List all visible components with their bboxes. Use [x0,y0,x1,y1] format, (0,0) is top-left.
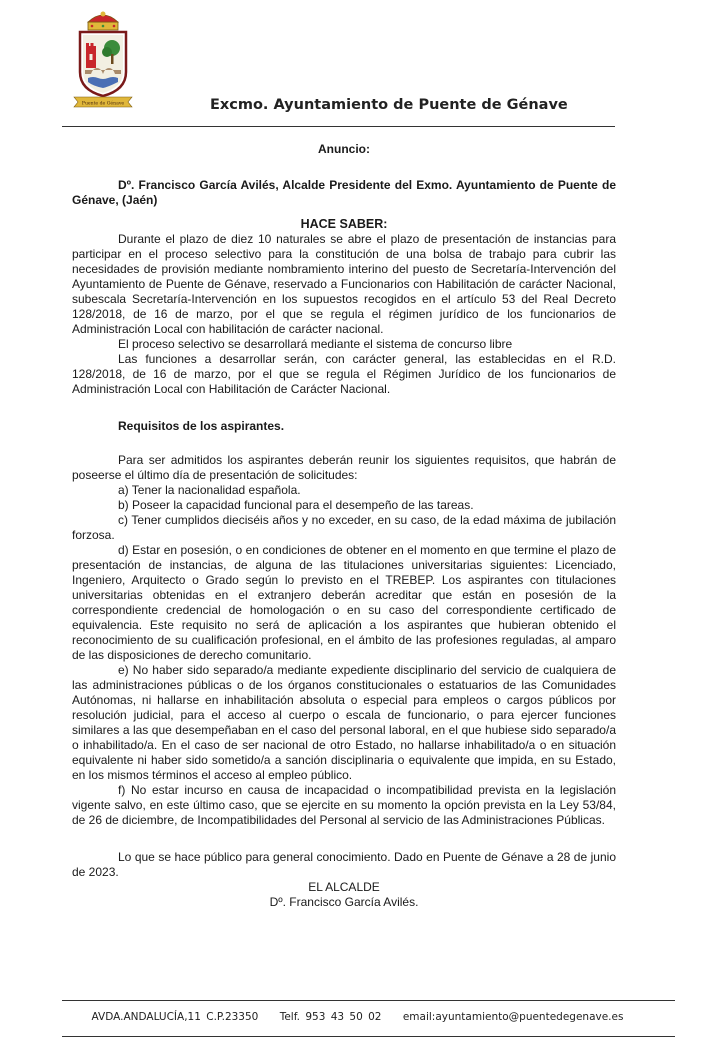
requirement-item: d) Estar en posesión, o en condiciones de obtener en el momento en que termine el plazo de presentación de instancias, de alguna de las titulaciones universitarias siguientes: Licenciado, Ingeniero, Arquitecto o Grado según lo previsto en el TREBEP. Los aspirantes con titulaciones universitarias obtenidas en el extranjero deberán acreditar que están en posesión de la correspondiente credencial de homologación o en su caso del correspondiente certificado de equivalencia. Este requisito no será de aplicación a los aspirantes que hubieran obtenido el reconocimiento de su cualificación profesional, en el ámbito de las profesiones reguladas, al amparo de las disposiciones de derecho comunitario. [72,543,616,662]
footer-phone: Telf. 953 43 50 02 [279,1011,382,1023]
organization-name: Excmo. Ayuntamiento de Puente de Génave [210,97,568,113]
requirement-item: a) Tener la nacionalidad española. [118,483,301,497]
signature-title: EL ALCALDE [308,880,380,894]
body-paragraph: Las funciones a desarrollar serán, con carácter general, las establecidas en el R.D. 128/2018, de 16 de marzo, por el que se regula el Régimen Jurídico de los funcionarios de Administración Local con Habilitación de Carácter Nacional. [72,352,616,396]
coat-of-arms-logo [72,10,134,110]
document-body [72,142,616,910]
body-paragraph: El proceso selectivo se desarrollará mediante el sistema de concurso libre [118,337,513,351]
closing-statement: Lo que se hace público para general conocimiento. Dado en Puente de Génave a 28 de junio de 2023. [72,850,616,879]
requirements-heading: Requisitos de los aspirantes. [118,419,285,433]
hace-saber-heading: HACE SABER: [300,217,388,231]
requirement-item: f) No estar incurso en causa de incapacidad o incompatibilidad prevista en la legislación vigente salvo, en este último caso, que se ejercite en su momento la opción prevista en la Ley 53/84, de 26 de diciembre, de Incompatibilidades del Personal al servicio de las Administraciones Públicas. [72,783,616,827]
requirement-item: b) Poseer la capacidad funcional para el desempeño de las tareas. [118,498,474,512]
footer-email: email:ayuntamiento@puentedegenave.es [402,1011,624,1023]
footer-rule-top [62,1000,675,1001]
requirement-item: e) No haber sido separado/a mediante expediente disciplinario del servicio de cualquiera de las administraciones públicas o de los órganos constitucionales o estatuarios de las Comunidades Autónomas, ni hallarse en inhabilitación absoluta o especial para empleos o cargos públicos por resolución judicial, para el acceso al cuerpo o escala de funcionario, o para ejercer funciones similares a las que desempeñaban en el caso del personal laboral, en el que hubiese sido separado/a o inhabilitado/a. En el caso de ser nacional de otro Estado, no hallarse inhabilitado/a o en situación equivalente ni haber sido sometido/a a sanción disciplinaria o equivalente que impida, en su Estado, en los mismos términos el acceso al empleo público. [72,663,616,782]
signature-name: Dº. Francisco García Avilés. [269,895,419,909]
body-paragraph: Durante el plazo de diez 10 naturales se abre el plazo de presentación de instancias para participar en el proceso selectivo para la constitución de una bolsa de trabajo para cubrir las necesidades de provisión mediante nombramiento interino del puesto de Secretaría-Intervención del Ayuntamiento de Puente de Génave, reservado a Funcionarios con Habilitación de carácter Nacional, subescala Secretaría-Intervención en los supuestos recogidos en el artículo 53 del Real Decreto 128/2018, de 16 de marzo, por el que se regula el régimen jurídico de los funcionarios de Administración Local con habilitación de carácter nacional. [72,232,616,336]
issuer-intro: Dº. Francisco García Avilés, Alcalde Presidente del Exmo. Ayuntamiento de Puente de Génave, (Jaén) [72,178,616,207]
footer-address: AVDA.ANDALUCÍA,11 C.P.23350 [91,1011,259,1023]
requirement-item: c) Tener cumplidos dieciséis años y no exceder, en su caso, de la edad máxima de jubilación forzosa. [72,513,616,542]
requirements-intro: Para ser admitidos los aspirantes deberán reunir los siguientes requisitos, que habrán de poseerse el último día de presentación de solicitudes: [72,453,616,482]
header-rule [62,126,615,127]
svg-text:Puente de Génave: Puente de Génave [81,101,125,107]
document-title: Anuncio: [318,142,370,156]
footer-contact [0,1011,715,1023]
footer-rule-bottom [62,1036,675,1037]
